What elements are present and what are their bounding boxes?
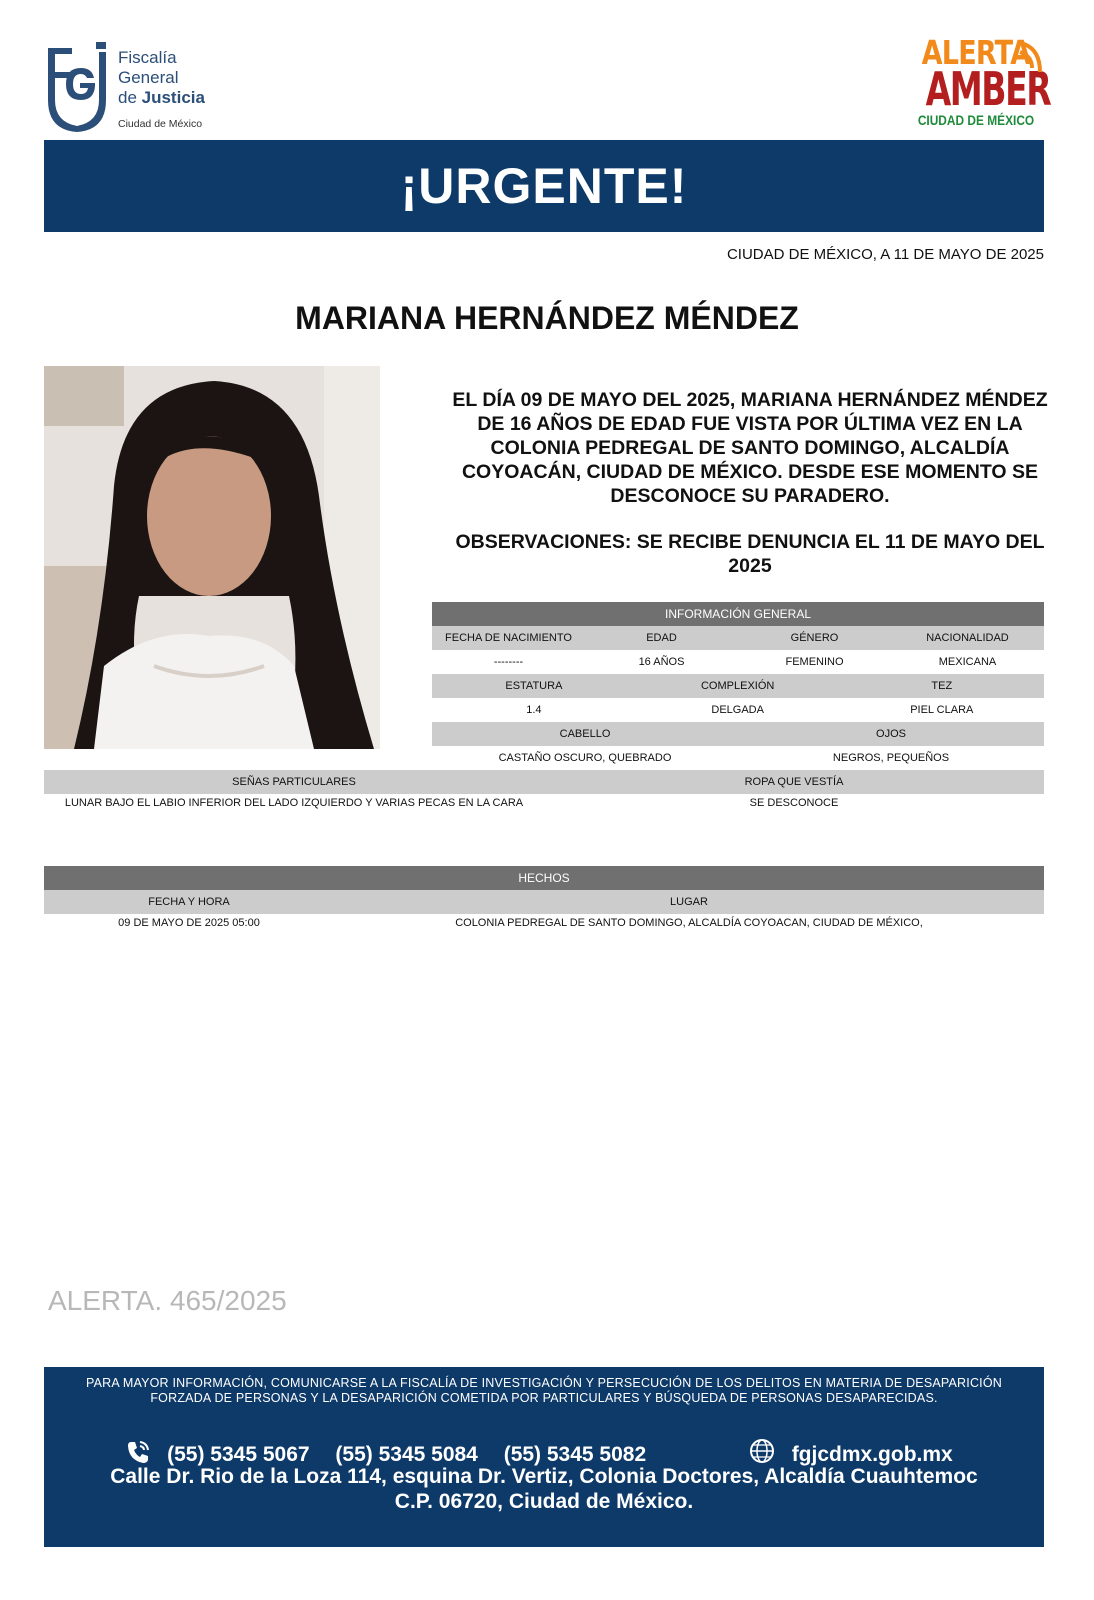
fgj-logo-text: [118, 48, 205, 134]
fgj-line3-bold: Justicia: [141, 88, 205, 107]
value-nationality: MEXICANA: [891, 650, 1044, 674]
distinguishing-marks-table: [44, 770, 1044, 812]
value-gender: FEMENINO: [738, 650, 891, 674]
fgj-line1: Fiscalía: [118, 48, 177, 67]
header-build: COMPLEXIÓN: [636, 674, 840, 698]
header-nationality: NACIONALIDAD: [891, 626, 1044, 650]
observations-text: OBSERVACIONES: SE RECIBE DENUNCIA EL 11 DE MAYO DEL 2025: [455, 531, 1045, 577]
header-height: ESTATURA: [432, 674, 636, 698]
header-gender: GÉNERO: [738, 626, 891, 650]
header-marks: SEÑAS PARTICULARES: [44, 770, 544, 794]
header-clothing: ROPA QUE VESTÍA: [544, 770, 1044, 794]
phone-icon: [125, 1439, 151, 1465]
value-build: DELGADA: [636, 698, 840, 722]
address-line1: Calle Dr. Rio de la Loza 114, esquina Dr. Vertiz, Colonia Doctores, Alcaldía Cuauhtemoc: [110, 1465, 978, 1488]
contact-line: [44, 1437, 1044, 1467]
date-line: CIUDAD DE MÉXICO, A 11 DE MAYO DE 2025: [726, 246, 1044, 263]
urgent-banner: ¡URGENTE!: [44, 140, 1044, 232]
amber-line3: CIUDAD DE MÉXICO: [917, 112, 1035, 128]
value-marks: LUNAR BAJO EL LABIO INFERIOR DEL LADO IZQUIERDO Y VARIAS PECAS EN LA CARA: [44, 794, 544, 812]
header-complexion: TEZ: [840, 674, 1044, 698]
alert-number: ALERTA. 465/2025: [48, 1285, 287, 1316]
website-link[interactable]: fgjcdmx.gob.mx: [791, 1443, 953, 1466]
globe-icon: [748, 1437, 776, 1465]
facts-table: [44, 866, 1044, 932]
person-name: MARIANA HERNÁNDEZ MÉNDEZ: [295, 300, 799, 336]
value-complexion: PIEL CLARA: [840, 698, 1044, 722]
header-datetime: FECHA Y HORA: [44, 890, 334, 914]
amber-signal-icon: [1018, 42, 1044, 78]
phone-number-3[interactable]: (55) 5345 5082: [503, 1443, 647, 1466]
value-place: COLONIA PEDREGAL DE SANTO DOMINGO, ALCALDÍA COYOACAN, CIUDAD DE MÉXICO,: [334, 914, 1044, 932]
fgj-logo-icon: [44, 42, 110, 132]
address: [44, 1464, 1044, 1514]
fgj-line4: Ciudad de México: [118, 118, 203, 130]
general-info-table: [432, 602, 1044, 770]
value-birthdate: --------: [432, 650, 585, 674]
person-photo: [44, 366, 380, 749]
header-age: EDAD: [585, 626, 738, 650]
amber-line2: AMBER: [925, 62, 1051, 116]
value-eyes: NEGROS, PEQUEÑOS: [738, 746, 1044, 770]
header-eyes: OJOS: [738, 722, 1044, 746]
phone-number-2[interactable]: (55) 5345 5084: [335, 1443, 478, 1466]
value-clothing: SE DESCONOCE: [544, 794, 1044, 812]
value-hair: CASTAÑO OSCURO, QUEBRADO: [432, 746, 738, 770]
fgj-line3-prefix: de: [118, 88, 142, 107]
narrative-text: EL DÍA 09 DE MAYO DEL 2025, MARIANA HERNÁNDEZ MÉNDEZ DE 16 AÑOS DE EDAD FUE VISTA POR ÚLTIMA VEZ EN LA COLONIA PEDREGAL DE SANTO DOMINGO, ALCALDÍA COYOACÁN, CIUDAD DE MÉXICO. DESDE ESE MOMENTO SE DESCONOCE SU PARADERO.: [452, 389, 1048, 507]
value-age: 16 AÑOS: [585, 650, 738, 674]
address-line2: C.P. 06720, Ciudad de México.: [394, 1490, 694, 1513]
contact-footer: [44, 1367, 1044, 1547]
header-hair: CABELLO: [432, 722, 738, 746]
value-datetime: 09 DE MAYO DE 2025 05:00: [44, 914, 334, 932]
general-info-title: INFORMACIÓN GENERAL: [432, 602, 1044, 626]
value-height: 1.4: [432, 698, 636, 722]
header-birthdate: FECHA DE NACIMIENTO: [432, 626, 585, 650]
amber-line1: ALERTA: [921, 33, 1031, 72]
facts-title: HECHOS: [44, 866, 1044, 890]
phone-number-1[interactable]: (55) 5345 5067: [167, 1443, 310, 1466]
fgj-line2: General: [118, 68, 179, 87]
header-place: LUGAR: [334, 890, 1044, 914]
footer-note: PARA MAYOR INFORMACIÓN, COMUNICARSE A LA FISCALÍA DE INVESTIGACIÓN Y PERSECUCIÓN DE LOS DELITOS EN MATERIA DE DESAPARICIÓN FORZADA DE PERSONAS Y LA DESAPARICIÓN COMETIDA POR PARTICULARES Y BÚSQUEDA DE PERSONAS DESAPARECIDAS.: [85, 1376, 1003, 1405]
